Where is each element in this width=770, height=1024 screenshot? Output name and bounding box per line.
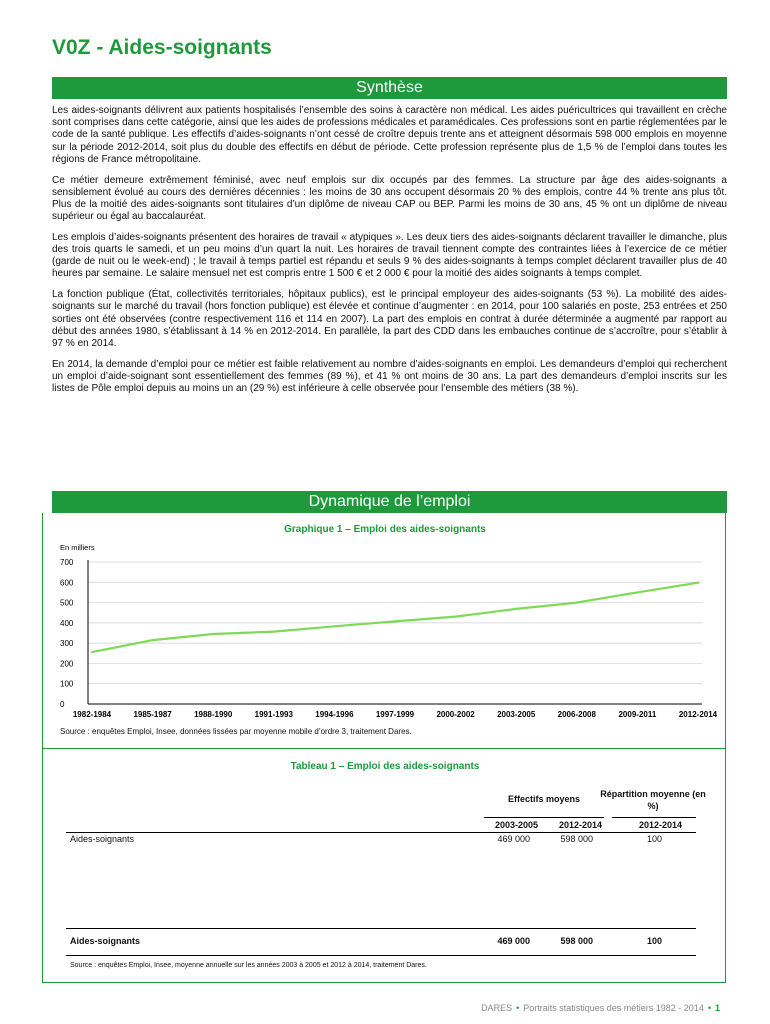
- data-point: [576, 601, 578, 603]
- x-tick-label: 2009-2011: [618, 710, 657, 719]
- y-tick-label: 500: [60, 598, 74, 608]
- x-tick-label: 1988-1990: [194, 710, 233, 719]
- footer-brand: DARES: [481, 1003, 513, 1013]
- x-tick-label: 1991-1993: [254, 710, 293, 719]
- synthese-text: [52, 105, 727, 404]
- table-cell: 100: [646, 834, 662, 844]
- table-total-label: Aides-soignants: [70, 936, 141, 946]
- paragraph: En 2014, la demande d’emploi pour ce métier est faible relativement au nombre d’aides-soignants en emploi. Les demandeurs d’emploi qui recherchent un emploi d’aide-soignant sont essentiellement des femmes (89 %), et 41 % ont moins de 30 ans. La part des demandeurs d’emploi inscrits sur les listes de Pôle emploi depuis au moins un an (29 %) est inférieure à celle observée pour l’ensemble des métiers (38 %).: [52, 358, 727, 395]
- footer-text: Portraits statistiques des métiers 1982 - 2014: [523, 1003, 704, 1013]
- table-cell: 598 000: [560, 834, 593, 844]
- header-effectifs: Effectifs moyens: [507, 794, 581, 804]
- y-tick-label: 600: [60, 578, 74, 588]
- table-rule: [66, 928, 696, 929]
- chart-source: Source : enquêtes Emploi, Insee, données lissées par moyenne mobile d’ordre 3, traitement Dares.: [60, 727, 412, 736]
- table-total-cell: 598 000: [560, 936, 593, 946]
- data-point: [212, 633, 214, 635]
- y-tick-label: 300: [60, 639, 74, 649]
- paragraph: Les emplois d’aides-soignants présentent des horaires de travail « atypiques ». Les deux tiers des aides-soignants déclarent travailler le dimanche, plus des trois quarts le samedi, et un peu moins d’un quart la nuit. Les horaires de travail tiennent compte des contraintes liées à l’exercice de ce métier (garde de nuit ou le week-end) ; le travail à temps partiel est répandu et seuls 9 % des aides-soignants à temps complet déclarent travailler plus de 40 heures par semaine. Le salaire mensuel net est compris entre 1 500 € et 2 000 € pour la moitié des aides soignants à temps complet.: [52, 231, 727, 280]
- data-point: [333, 625, 335, 627]
- series-line: [92, 583, 698, 652]
- data-point: [697, 581, 699, 583]
- table-row-label: Aides-soignants: [70, 834, 135, 844]
- x-tick-label: 2003-2005: [497, 710, 536, 719]
- x-tick-label: 1985-1987: [133, 710, 172, 719]
- paragraph: Les aides-soignants délivrent aux patients hospitalisés l’ensemble des soins à caractère non médical. Les aides puéricultrices qui travaillent en crèche sont comprises dans cette catégorie, ainsi que les aides de professions médicales et paramédicales. Ces professions sont en partie réglementées par le code de la santé publique. Les effectifs d’aides-soignants n’ont cessé de croître depuis trente ans et atteignent désormais 598 000 emplois en moyenne sur la période 2012-2014, soit plus du double des effectifs en début de période. Cette profession représente plus de 1,5 % de l’emploi dans toutes les régions de France métropolitaine.: [52, 105, 727, 165]
- data-point: [454, 615, 456, 617]
- table-title: Tableau 1 – Emploi des aides-soignants: [290, 761, 480, 772]
- table-rule: [66, 955, 696, 956]
- page-title: V0Z - Aides-soignants: [52, 36, 272, 59]
- header-rule: [484, 817, 604, 818]
- x-tick-label: 2000-2002: [436, 710, 475, 719]
- y-axis-label: En milliers: [60, 543, 95, 552]
- year-col-3: 2012-2014: [638, 820, 682, 830]
- page-footer: [481, 1003, 720, 1013]
- table-total-cell: 469 000: [497, 936, 530, 946]
- year-col-2: 2012-2014: [558, 820, 602, 830]
- data-point: [273, 630, 275, 632]
- paragraph: La fonction publique (État, collectivités territoriales, hôpitaux publics), est le principal employeur des aides-soignants (53 %). La mobilité des aides-soignants sur le marché du travail (hors fonction publique) est élevée et continue d’augmenter : en 2014, pour 100 salariés en poste, 253 entrées et 250 sorties ont été observées (contre respectivement 116 et 114 en 2007). La part des emplois en contrat à durée déterminée a augmenté par rapport au début des années 1980, s’établissant à 14 % en 2012-2014. En parallèle, la part des CDD dans les embauches continue de s’accroître, pour s’établir à 97 % en 2014.: [52, 289, 727, 349]
- table-rule: [66, 832, 696, 833]
- x-tick-label: 1997-1999: [375, 710, 415, 719]
- data-point: [151, 639, 153, 641]
- data-point: [515, 608, 517, 610]
- dynamique-banner: Dynamique de l’emploi: [52, 491, 727, 513]
- data-point: [91, 651, 93, 653]
- footer-separator: •: [707, 1003, 711, 1013]
- data-point: [636, 591, 638, 593]
- header-repartition: Répartition moyenne (en %): [600, 789, 706, 811]
- y-tick-label: 0: [60, 700, 65, 709]
- chart-title: Graphique 1 – Emploi des aides-soignants: [284, 524, 486, 535]
- table-cell: 469 000: [497, 834, 530, 844]
- x-tick-label: 1982-1984: [72, 710, 112, 719]
- table-total-cell: 100: [646, 936, 662, 946]
- employment-line-chart: [52, 540, 732, 725]
- y-tick-label: 400: [60, 618, 74, 628]
- paragraph: Ce métier demeure extrêmement féminisé, avec neuf emplois sur dix occupés par des femmes. La structure par âge des aides-soignants a sensiblement évolué au cours des dernières décennies : les moins de 30 ans occupent désormais 20 % des emplois, contre 44 % trente ans plus tôt. Plus de la moitié des aides-soignants sont titulaires d’un diplôme de niveau CAP ou BEP. Parmi les moins de 30 ans, 45 % ont un diplôme de niveau supérieur ou égal au baccalauréat.: [52, 174, 727, 223]
- x-tick-label: 1994-1996: [315, 710, 354, 719]
- y-tick-label: 200: [60, 659, 74, 669]
- y-tick-label: 100: [60, 679, 74, 689]
- y-tick-label: 700: [60, 558, 74, 567]
- x-tick-label: 2006-2008: [557, 710, 596, 719]
- table-source: Source : enquêtes Emploi, Insee, moyenne annuelle sur les années 2003 à 2005 et 2012 à 2014, traitement Dares.: [70, 962, 427, 969]
- data-point: [394, 620, 396, 622]
- page-number: 1: [714, 1003, 720, 1013]
- footer-separator: •: [516, 1003, 520, 1013]
- header-rule: [612, 817, 696, 818]
- section-divider: [42, 748, 726, 749]
- synthese-banner: Synthèse: [52, 77, 727, 99]
- year-col-1: 2003-2005: [494, 820, 538, 830]
- x-tick-label: 2012-2014: [678, 710, 718, 719]
